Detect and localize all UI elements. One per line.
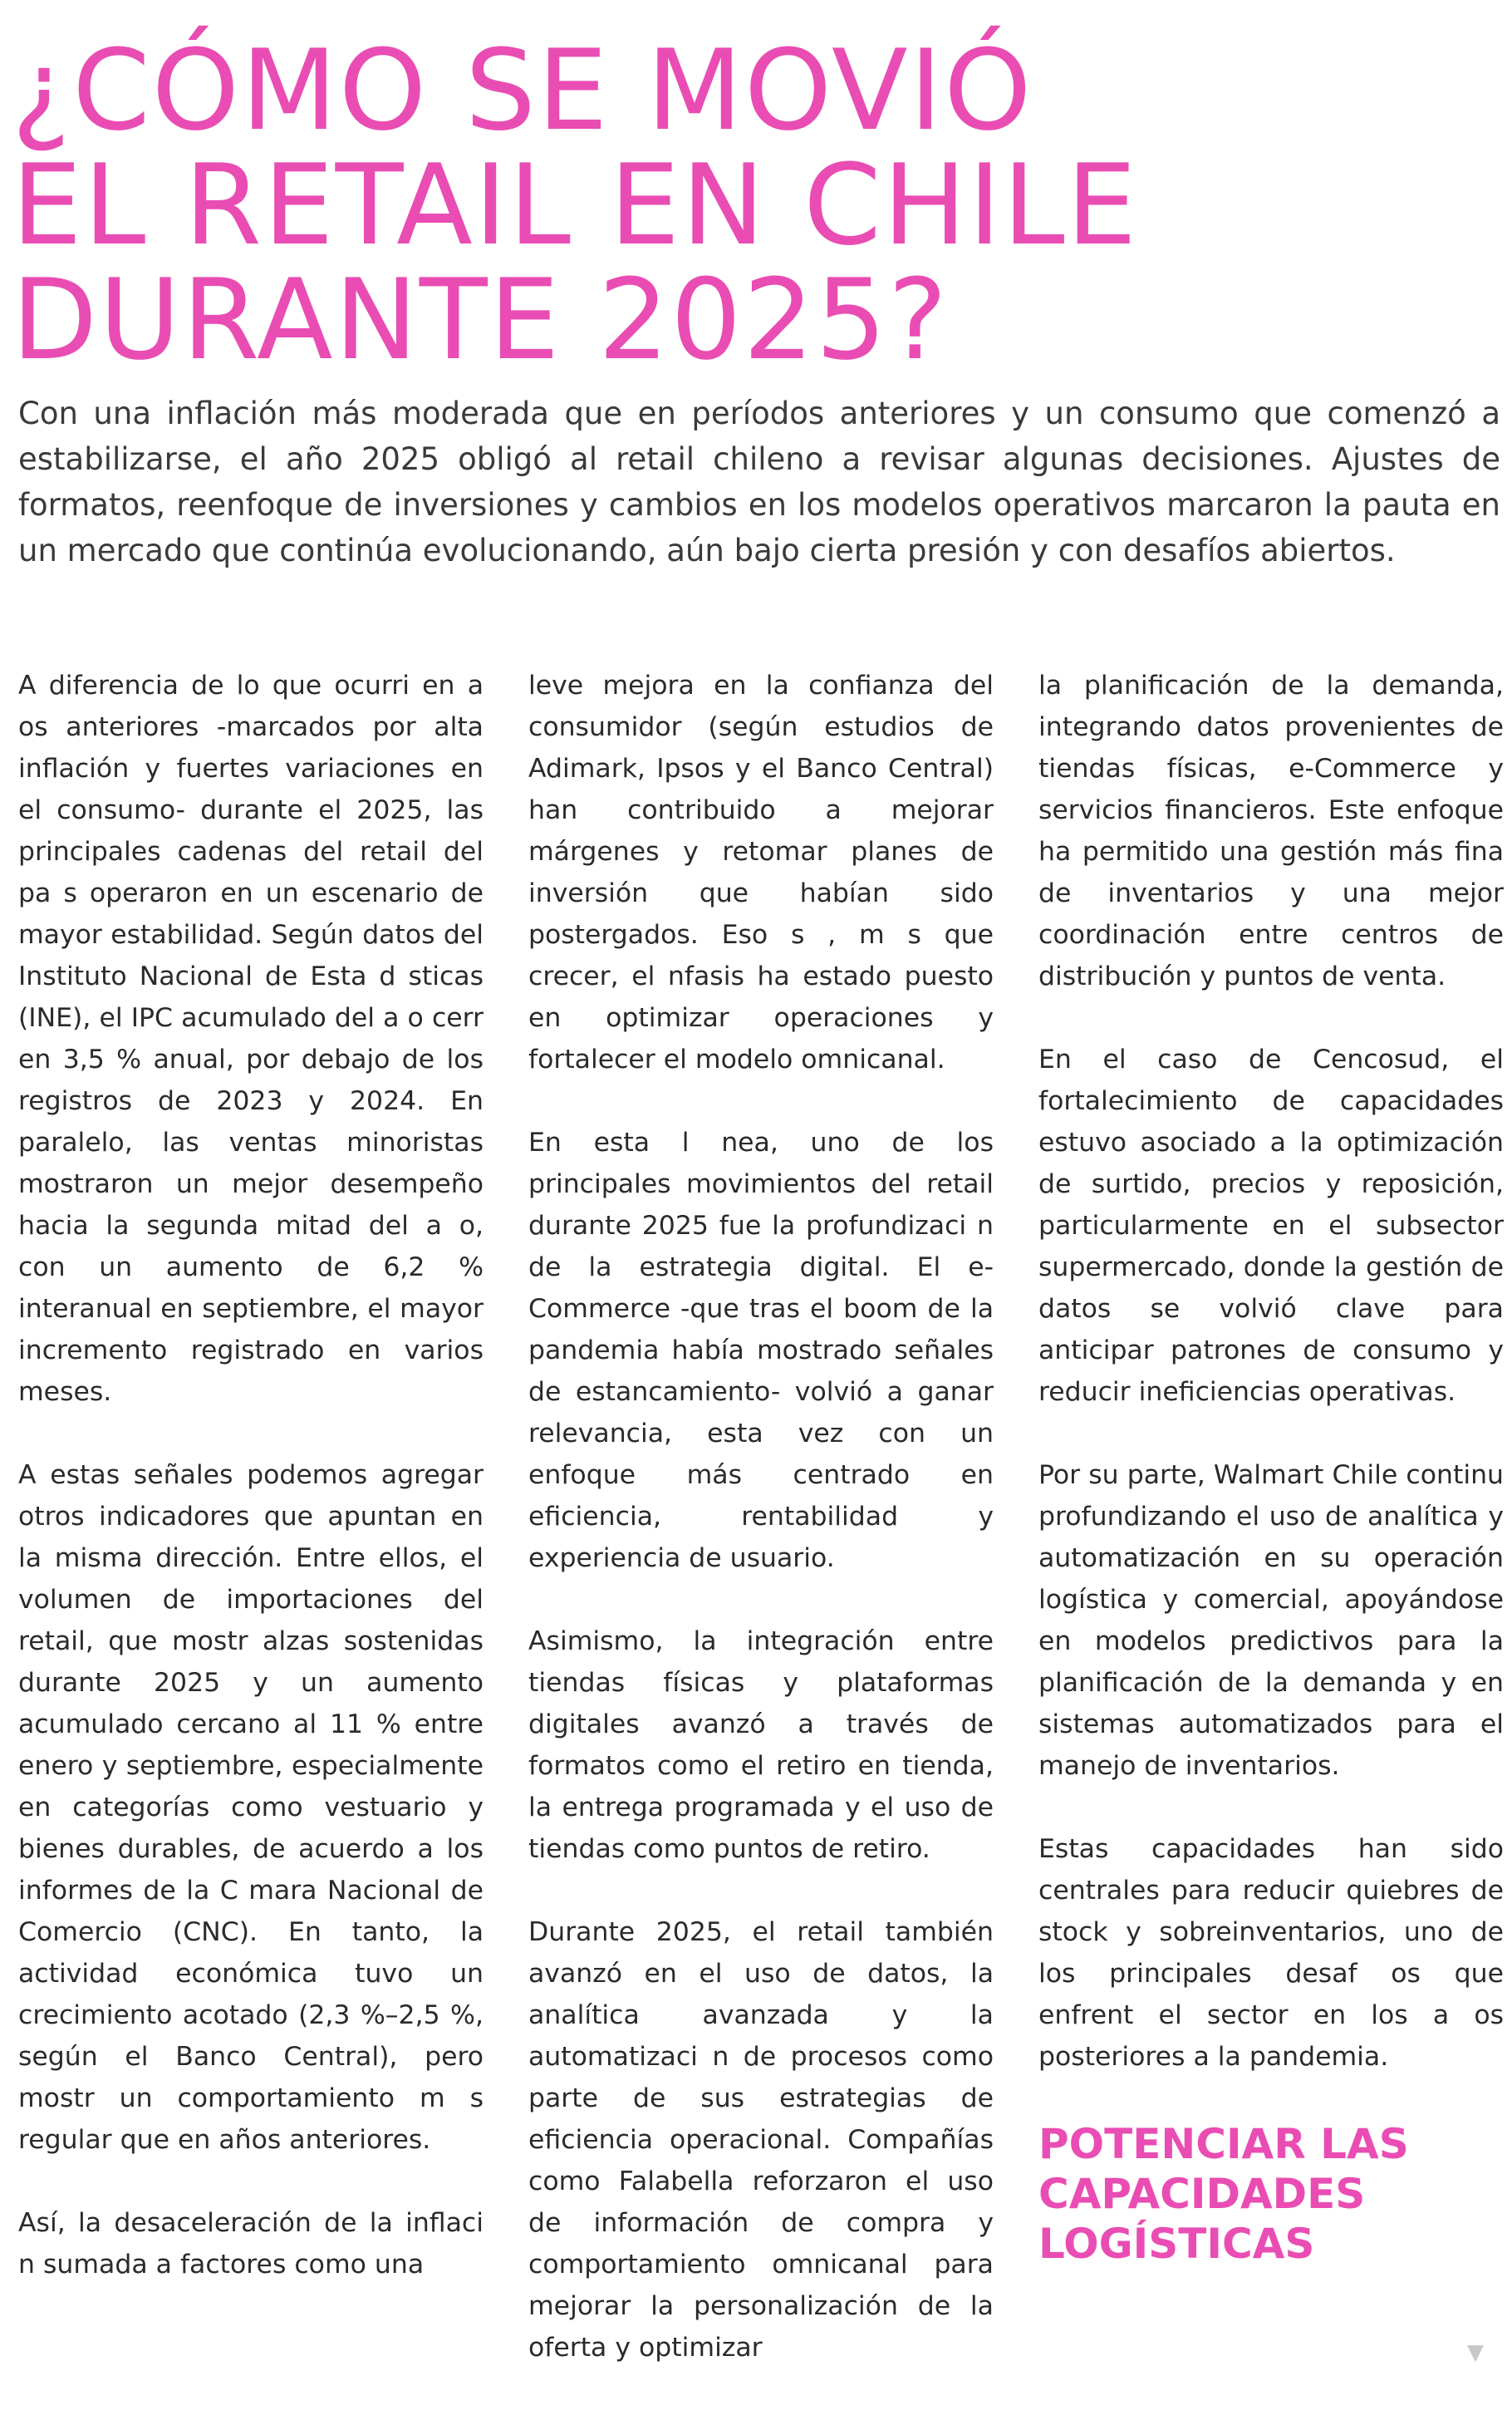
paragraph: Así, la desaceleración de la inflaci n sumada a factores como una <box>18 2208 484 2280</box>
article-title <box>12 26 1490 385</box>
paragraph: A diferencia de lo que ocurri en a os anteriores -marcados por alta inflación y fuertes variaciones en el consumo- durante el 2025, las principales cadenas del retail del pa s operaron en un escenario de mayor estabilidad. Según datos del Instituto Nacional de Esta d sticas (INE), el IPC acumulado del a o cerr en 3,5 % anual, por debajo de los registros de 2023 y 2024. En paralelo, las ventas minoristas mostraron un mejor desempeño hacia la segunda mitad del a o, con un aumento de 6,2 % interanual en septiembre, el mayor incremento registrado en varios meses. <box>18 671 484 1407</box>
title-line: DURANTE 2025? <box>12 255 950 385</box>
title-line: ¿CÓMO SE MOVIÓ <box>12 26 1033 155</box>
text-column-3 <box>1038 665 1504 2269</box>
paragraph: En esta l nea, uno de los principales movimientos del retail durante 2025 fue la profundizaci n de la estrategia digital. El e-Commerce -que tras el boom de la pandemia había mostrado señales de estancamiento- volvió a ganar relevancia, esta vez con un enfoque más centrado en eficiencia, rentabilidad y experiencia de usuario. <box>528 1128 994 1573</box>
paragraph: la planificación de la demanda, integrando datos provenientes de tiendas físicas, e-Commerce y servicios financieros. Este enfoque ha permitido una gestión más fina de inventarios y una mejor coordinación entre centros de distribución y puntos de venta. <box>1038 671 1504 991</box>
subhead-line: CAPACIDADES <box>1038 2170 1366 2218</box>
triangle-down-icon[interactable]: ▼ <box>1467 2340 1484 2365</box>
text-column-1 <box>18 665 484 2327</box>
subhead-line: LOGÍSTICAS <box>1038 2220 1315 2268</box>
paragraph: Asimismo, la integración entre tiendas físicas y plataformas digitales avanzó a través de formatos como el retiro en tienda, la entrega programada y el uso de tiendas como puntos de retiro. <box>528 1626 994 1864</box>
title-line: EL RETAIL EN CHILE <box>12 140 1139 270</box>
paragraph: A estas señales podemos agregar otros indicadores que apuntan en la misma dirección. Entre ellos, el volumen de importaciones del retail, que mostr alzas sostenidas durante 2025 y un aumento acumulado cercano al 11 % entre enero y septiembre, especialmente en categorías como vestuario y bienes durables, de acuerdo a los informes de la C mara Nacional de Comercio (CNC). En tanto, la actividad económica tuvo un crecimiento acotado (2,3 %–2,5 %, según el Banco Central), pero mostr un comportamiento m s regular que en años anteriores. <box>18 1460 484 2155</box>
subhead-line: POTENCIAR LAS <box>1038 2120 1409 2168</box>
paragraph: Estas capacidades han sido centrales para reducir quiebres de stock y sobreinventarios, uno de los principales desaf os que enfrent el sector en los a os posteriores a la pandemia. <box>1038 1834 1504 2072</box>
paragraph: leve mejora en la confianza del consumidor (según estudios de Adimark, Ipsos y el Banco Central) han contribuido a mejorar márgenes y retomar planes de inversión que habían sido postergados. Eso s , m s que crecer, el nfasis ha estado puesto en optimizar operaciones y fortalecer el modelo omnicanal. <box>528 671 994 1075</box>
section-subheading <box>1038 2119 1504 2269</box>
paragraph: En el caso de Cencosud, el fortalecimiento de capacidades estuvo asociado a la optimización de surtido, precios y reposición, particularmente en el subsector supermercado, donde la gestión de datos se volvió clave para anticipar patrones de consumo y reducir ineficiencias operativas. <box>1038 1045 1504 1407</box>
paragraph: Durante 2025, el retail también avanzó en el uso de datos, la analítica avanzada y la automatizaci n de procesos como parte de sus estrategias de eficiencia operacional. Compañías como Falabella reforzaron el uso de información de compra y comportamiento omnicanal para mejorar la personalización de la oferta y optimizar <box>528 1917 994 2363</box>
text-column-2 <box>528 665 994 2410</box>
paragraph: Por su parte, Walmart Chile continu profundizando el uso de analítica y automatización en su operación logística y comercial, apoyándose en modelos predictivos para la planificación de la demanda y en sistemas automatizados para el manejo de inventarios. <box>1038 1460 1504 1781</box>
article-lead: Con una inflación más moderada que en períodos anteriores y un consumo que comenzó a estabilizarse, el año 2025 obligó al retail chileno a revisar algunas decisiones. Ajustes de formatos, reenfoque de inversiones y cambios en los modelos operativos marcaron la pauta en un mercado que continúa evolucionando, aún bajo cierta presión y con desafíos abiertos. <box>18 396 1500 568</box>
